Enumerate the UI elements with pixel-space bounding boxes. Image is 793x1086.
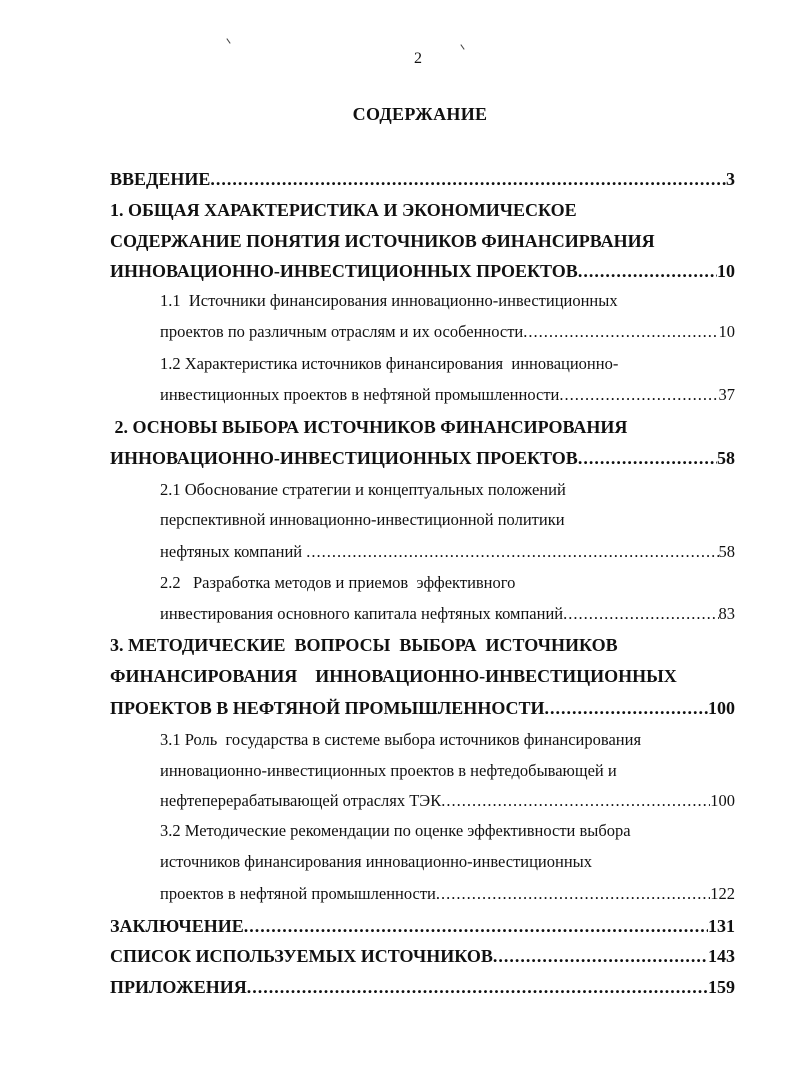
toc-entry-text: ИННОВАЦИОННО-ИНВЕСТИЦИОННЫХ ПРОЕКТОВ xyxy=(110,448,578,468)
toc-entry-page: 10 xyxy=(717,261,735,281)
toc-entry-text: 2.1 Обоснование стратегии и концептуальных положений xyxy=(160,480,566,499)
toc-entry xyxy=(110,633,618,657)
toc-entry-text: ПРОЕКТОВ В НЕФТЯНОЙ ПРОМЫШЛЕННОСТИ xyxy=(110,698,545,718)
dot-leader xyxy=(563,602,718,626)
toc-entry xyxy=(160,602,735,626)
dot-leader xyxy=(436,882,710,906)
dot-leader xyxy=(247,975,708,999)
toc-entry xyxy=(160,819,631,843)
toc-entry xyxy=(160,728,641,752)
toc-entry-page: 83 xyxy=(718,604,735,623)
toc-entry-page: 100 xyxy=(710,791,735,810)
toc-entry-page: 37 xyxy=(718,385,735,404)
scan-artifact xyxy=(460,44,464,49)
toc-entry xyxy=(110,167,735,191)
toc-entry-text: 3. МЕТОДИЧЕСКИЕ ВОПРОСЫ ВЫБОРА ИСТОЧНИКОВ xyxy=(110,635,618,655)
dot-leader xyxy=(545,696,708,720)
toc-entry xyxy=(160,540,735,564)
dot-leader xyxy=(578,446,717,470)
toc-entry xyxy=(110,259,735,283)
toc-entry-text: 1.2 Характеристика источников финансирования инновационно- xyxy=(160,354,619,373)
scan-artifact xyxy=(226,38,230,43)
toc-entry xyxy=(160,320,735,344)
dot-leader xyxy=(559,383,718,407)
toc-entry xyxy=(110,696,735,720)
toc-entry-text: инвестирования основного капитала нефтяных компаний xyxy=(160,604,564,623)
toc-entry xyxy=(160,882,735,906)
toc-entry xyxy=(110,664,677,688)
toc-entry-page: 131 xyxy=(708,916,735,936)
toc-entry xyxy=(110,975,735,999)
toc-entry xyxy=(160,571,515,595)
toc-entry-page: 10 xyxy=(718,322,735,341)
toc-entry xyxy=(110,446,735,470)
toc-entry-text: ВВЕДЕНИЕ xyxy=(110,169,211,189)
toc-entry-text: инвестиционных проектов в нефтяной промышленности xyxy=(160,385,560,404)
dot-leader xyxy=(578,259,717,283)
toc-entry xyxy=(110,229,655,253)
toc-entry-text: инновационно-инвестиционных проектов в нефтедобывающей и xyxy=(160,761,617,780)
toc-entry-text: ИННОВАЦИОННО-ИНВЕСТИЦИОННЫХ ПРОЕКТОВ xyxy=(110,261,578,281)
dot-leader xyxy=(210,167,726,191)
toc-entry-text: 1.1 Источники финансирования инновационно-инвестиционных xyxy=(160,291,618,310)
toc-entry-text: проектов по различным отраслям и их особенности xyxy=(160,322,524,341)
toc-entry xyxy=(160,289,618,313)
toc-entry xyxy=(110,914,735,938)
toc-entry-text: проектов в нефтяной промышленности xyxy=(160,884,436,903)
dot-leader xyxy=(244,914,708,938)
toc-entry-text: 2.2 Разработка методов и приемов эффективного xyxy=(160,573,516,592)
dot-leader xyxy=(493,944,708,968)
toc-entry-text: 2. ОСНОВЫ ВЫБОРА ИСТОЧНИКОВ ФИНАНСИРОВАНИЯ xyxy=(110,417,628,437)
toc-entry xyxy=(160,478,566,502)
toc-entry xyxy=(110,415,627,439)
page-number: 2 xyxy=(414,50,422,67)
toc-entry xyxy=(160,383,735,407)
dot-leader xyxy=(523,320,718,344)
toc-entry xyxy=(160,789,735,813)
toc-entry xyxy=(160,850,592,874)
toc-entry-text: СПИСОК ИСПОЛЬЗУЕМЫХ ИСТОЧНИКОВ xyxy=(110,946,493,966)
toc-entry-text: источников финансирования инновационно-инвестиционных xyxy=(160,852,593,871)
toc-entry-page: 58 xyxy=(718,542,735,561)
toc-entry-text: 3.2 Методические рекомендации по оценке эффективности выбора xyxy=(160,821,631,840)
toc-entry-text: перспективной инновационно-инвестиционной политики xyxy=(160,510,565,529)
toc-entry-text: нефтяных компаний xyxy=(160,542,307,561)
toc-entry xyxy=(110,944,735,968)
toc-entry-page: 100 xyxy=(708,698,735,718)
toc-entry-text: СОДЕРЖАНИЕ ПОНЯТИЯ ИСТОЧНИКОВ ФИНАНСИРВАНИЯ xyxy=(110,231,655,251)
toc-entry-page: 122 xyxy=(710,884,735,903)
toc-entry-text: нефтеперерабатывающей отраслях ТЭК xyxy=(160,791,442,810)
toc-entry-page: 3 xyxy=(726,169,735,189)
toc-entry xyxy=(110,198,577,222)
toc-entry-text: 1. ОБЩАЯ ХАРАКТЕРИСТИКА И ЭКОНОМИЧЕСКОЕ xyxy=(110,200,577,220)
toc-entry-page: 58 xyxy=(717,448,735,468)
toc-entry-page: 143 xyxy=(708,946,735,966)
toc-entry-page: 159 xyxy=(708,977,735,997)
toc-entry xyxy=(160,759,617,783)
toc-entry-text: ФИНАНСИРОВАНИЯ ИННОВАЦИОННО-ИНВЕСТИЦИОННЫХ xyxy=(110,666,677,686)
dot-leader xyxy=(441,789,710,813)
toc-entry xyxy=(160,508,565,532)
dot-leader xyxy=(306,540,718,564)
toc-entry-text: ПРИЛОЖЕНИЯ xyxy=(110,977,247,997)
toc-entry xyxy=(160,352,618,376)
page-title: СОДЕРЖАНИЕ xyxy=(352,104,488,124)
toc-entry-text: 3.1 Роль государства в системе выбора источников финансирования xyxy=(160,730,642,749)
toc-entry-text: ЗАКЛЮЧЕНИЕ xyxy=(110,916,244,936)
